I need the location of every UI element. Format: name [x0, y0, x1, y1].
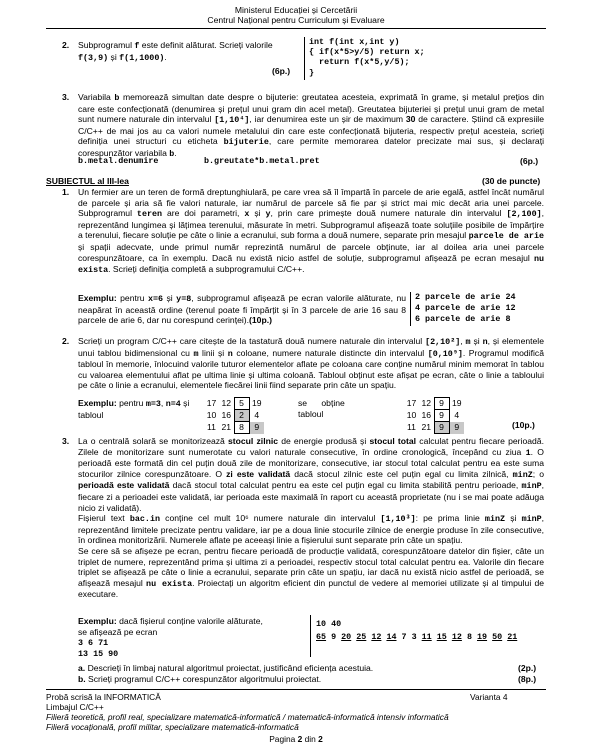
p3-example: Exemplu: dacă fișierul conține valorile alăturate, se afișează pe ecran: [78, 616, 263, 637]
p1-example: Exemplu: pentru x=6 și y=8, subprogramul afișează pe ecran valorile alăturate, nu neapărat în această ordine (terenul poate fi împărțit și în 3 parcele de arie 16 sau 8 parcele de arie 6, dar nu corespund cerinței).(10p.): [78, 293, 407, 326]
header: [0, 5, 592, 25]
p3-a-points: (2p.): [518, 663, 537, 673]
p1-points: (10p.): [249, 315, 272, 326]
p2-points: (10p.): [512, 420, 535, 430]
p1-number: 1.: [62, 187, 70, 197]
q3-text: Variabila b memorează simultan date despre o bijuterie: greutatea acesteia, exprimată în grame, și metalul prețios din care este confecționată (denumirea și prețul unui gram din acel metal). Greutatea bijuteriei și prețul unui gram de metal sunt numere naturale din intervalul [1,10⁴], iar denumirea este un șir de maximum 30 de caractere. Știind că expresiile C/C++ de mai jos au ca valori numele metalului din care este confecționată bijuteria, respectiv prețul acesteia, scrieți definiția unei structuri cu eticheta bijuterie, care permite memorarea datelor precizate mai sus, și declarați corespunzător variabila b.: [78, 92, 545, 159]
p2-example-2: se obține tabloul: [298, 398, 345, 419]
q2-code: int f(int x,int y) { if(x*5>y/5) return x; return f(x*5,y/5); }: [304, 37, 425, 80]
footer-line4: Filieră vocațională, profil militar, specializare matematică-informatică: [46, 722, 299, 732]
footer-divider: [46, 689, 546, 690]
footer-page: Pagina 2 din 2: [269, 734, 323, 744]
p3-file-line1: 10 40: [316, 619, 342, 629]
p3-file-line2: 65 9 20 25 12 14 7 3 11 15 12 8 19 50 21: [316, 632, 518, 642]
p2-number: 2.: [62, 336, 70, 346]
p2-example: Exemplu: pentru m=3, n=4 și tabloul: [78, 398, 190, 420]
footer-language: Limbajul C/C++: [46, 702, 104, 712]
p1-output: 2 parcele de arie 24 4 parcele de arie 12 6 parcele de arie 8: [410, 292, 516, 326]
q2-points: (6p.): [272, 66, 291, 76]
q2-text: Subprogramul f este definit alăturat. Scrieți valorile f(3,9) și f(1,1000).: [78, 40, 273, 63]
q3-expr2: b.greutate*b.metal.pret: [204, 156, 320, 166]
footer-exam: Probă scrisă la INFORMATICĂ: [46, 692, 161, 702]
ministry-name: Ministerul Educației și Cercetării: [234, 5, 358, 15]
footer-variant: Varianta 4: [470, 692, 508, 702]
p2-output-matrix: 17 12 9 19 10 16 9 4 11 21 9 9: [404, 397, 464, 434]
p1-text: Un fermier are un teren de formă dreptunghiulară, pe care vrea să îl împartă în parcele de arie egală, astfel încât numărul de parcele și aria să fie valori naturale, iar numărul de parcele să fie par și strict mai mic decât aria unei parcele. Subprogramul teren are doi parametri, x și y, prin care primește două numere naturale din intervalul [2,100], reprezentând lungimea și lățimea terenului, măsurate în metri. Subprogramul afișează toate soluțiile posibile de împărțire a terenului, fiecare soluție pe câte o linie a ecranului, sub forma a două numere, separate prin mesajul parcele de arie și spații adecvate, unde primul număr reprezintă numărul de parcele obținute, iar al doilea aria unei parcele corespunzătoare, ca în exemplu. Dacă nu există nicio astfel de soluție, subprogramul afișează pe ecran mesajul nu exista. Scrieți definiția completă a subprogramului C/C++.: [78, 187, 545, 276]
p3-number: 3.: [62, 436, 70, 446]
q2-number: 2.: [62, 40, 70, 50]
section-points: (30 de puncte): [482, 176, 541, 186]
p2-input-matrix: 17 12 5 19 10 16 2 4 11 21 8 9: [204, 397, 264, 434]
q3-points: (6p.): [520, 156, 539, 166]
q3-expr1: b.metal.denumire: [78, 156, 159, 166]
footer-line3: Filieră teoretică, profil real, specializare matematică-informatică / matematică-informatică intensiv informatică: [46, 712, 449, 722]
p3-a: a. Descrieți în limbaj natural algoritmul proiectat, justificând eficiența acestuia.: [78, 663, 374, 673]
center-name: Centrul Național pentru Curriculum și Evaluare: [207, 15, 385, 25]
section-title: SUBIECTUL al III-lea: [46, 176, 129, 186]
q3-number: 3.: [62, 92, 70, 102]
p2-text: Scrieți un program C/C++ care citește de la tastatură două numere naturale din intervalul [2,10²], m și n, și elementele unui tablou bidimensional cu m linii și n coloane, numere naturale distincte din intervalul [0,10⁹]. Programul modifică tabloul în memorie, înlocuind valorile tuturor elementelor aflate pe coloana care conține numărul minim memorat în tablou cu valoarea elementului aflat pe ultima linie și ultima coloană. Tabloul obținut este afișat pe ecran, câte o linie a tabloului pe câte o linie a ecranului, elementele fiecărei linii fiind separate prin câte un spațiu.: [78, 336, 544, 391]
p3-b-points: (8p.): [518, 674, 537, 684]
p3-b: b. Scrieți programul C/C++ corespunzător algoritmului proiectat.: [78, 674, 322, 684]
p3-text: La o centrală solară se monitorizează stocul zilnic de energie produsă și stocul total calculat pentru fiecare perioadă. Zilele de monitorizare sunt numerotate cu valori naturale consecutive, în ordine cronologică, începând cu ziua 1. O perioadă este formată din cel puțin două zile de monitorizare, consecutive, iar stocul total calculat pentru ea este suma stocurilor zilnice corespunzătoare. O zi este validată dacă stocul zilnic este cel puțin egal cu limita zilnică, minZ; o perioadă este validată dacă stocul total calculat pentru ea este cel puțin egal cu limita stabilită pentru perioade, minP, fiecare zi a perioadei este validată, iar perioada este maximală în raport cu această proprietate (nu i se mai poate adăuga nicio zi validată). Fișierul text bac.in conține cel mult 10⁶ numere naturale din intervalul [1,10³]: pe prima linie minZ și minP, reprezentând limitele precizate pentru validare, iar pe a doua linie stocurile zilnice de energie produse în zile consecutive, în ordinea monitorizării. Numerele aflate pe aceeași linie a fișierului sunt separate prin câte un spațiu. Se cere să se afișeze pe ecran, pentru fiecare perioadă de producție validată, corespunzătoare datelor din fișier, câte un triplet de numere, reprezentând prima și ultima zi a perioadei, respectiv stocul total calculat pentru ea. Valorile din fiecare triplet se afișează pe câte o linie a ecranului, separate prin câte un spațiu, iar dacă nu există nicio astfel de perioadă, se afișează mesajul nu exista. Proiectați un algoritm eficient din punctul de vedere al memoriei utilizate și al timpului de executare.: [78, 436, 545, 600]
header-divider: [46, 28, 546, 29]
p3-output: 3 6 71 13 15 90: [78, 638, 119, 659]
